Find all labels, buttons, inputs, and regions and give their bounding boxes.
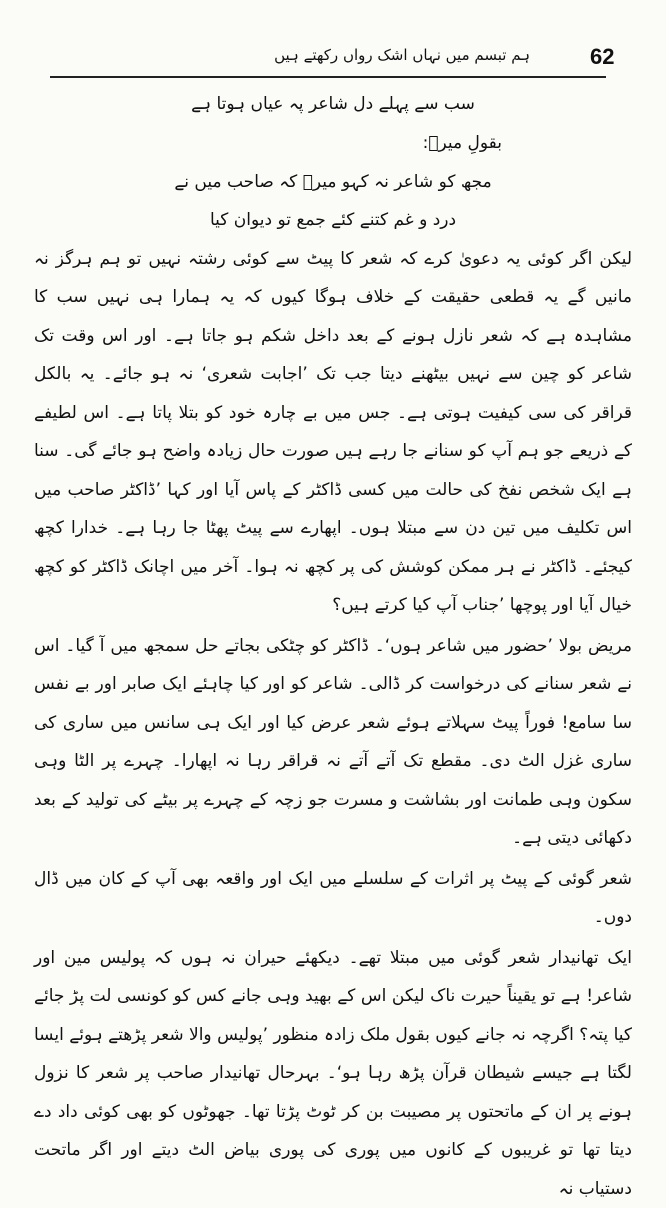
- couplet-line-2: درد و غم کتنے کئے جمع تو دیوان کیا: [34, 201, 632, 240]
- page-number: 62: [590, 44, 614, 70]
- paragraph-3: شعر گوئی کے پیٹ پر اثرات کے سلسلے میں ایک اور واقعہ بھی آپ کے کان میں ڈال دوں۔: [34, 860, 632, 937]
- page-body: [34, 84, 632, 1208]
- paragraph-1: لیکن اگر کوئی یہ دعویٰ کرے کہ شعر کا پیٹ سے کوئی رشتہ نہیں تو ہم ہرگز نہ مانیں گے یہ قطعی حقیقت کے خلاف ہوگا کیوں کہ یہ ہمارا ہی نہیں سب کا مشاہدہ ہے کہ شعر نازل ہونے کے بعد داخل شکم ہو جاتا ہے۔ اور اس وقت تک شاعر کو چین سے نہیں بیٹھنے دیتا جب تک ’اجابت شعری‘ نہ ہو جائے۔ یہ بالکل قراقر کی سی کیفیت ہوتی ہے۔ جس میں بے چارہ خود کو بتلا پاتا ہے۔ اس لطیفے کے ذریعے جو ہم آپ کو سنانے جا رہے ہیں صورت حال زیادہ واضح ہو جائے گی۔ سنا ہے ایک شخص نفخ کی حالت میں کسی ڈاکٹر کے پاس آیا اور کہا ’ڈاکٹر صاحب میں اس تکلیف میں تین دن سے مبتلا ہوں۔ اپھارے سے پیٹ پھٹا جا رہا ہے۔ خدارا کچھ کیجئے۔ ڈاکٹر نے ہر ممکن کوشش کی پر کچھ نہ ہوا۔ آخر میں اچانک ڈاکٹر کو کچھ خیال آیا اور پوچھا ’جناب آپ کیا کرتے ہیں؟: [34, 240, 632, 625]
- verse-intro: سب سے پہلے دل شاعر پہ عیاں ہوتا ہے: [34, 84, 632, 124]
- paragraph-2: مریض بولا ’حضور میں شاعر ہوں‘۔ ڈاکٹر کو چٹکی بجاتے حل سمجھ میں آ گیا۔ اس نے شعر سنانے کی درخواست کر ڈالی۔ شاعر کو اور کیا چاہئے ایک صابر اور بے نفس سا سامع! فوراً پیٹ سہلاتے ہوئے شعر عرض کیا اور ایک ہی سانس میں ساری کی ساری غزل الٹ دی۔ مقطع تک آتے آتے نہ قراقر رہا نہ اپھارا۔ چہرے پر الٹا وہی سکون وہی طمانت اور بشاشت و مسرت جو زچہ کے چہرے پر بیٹے کی تولید کے بعد دکھائی دیتی ہے۔: [34, 627, 632, 858]
- header-rule: [50, 76, 606, 78]
- running-header: ہم تبسم میں نہاں اشک رواں رکھتے ہیں: [60, 46, 530, 64]
- paragraph-4: ایک تھانیدار شعر گوئی میں مبتلا تھے۔ دیکھئے حیران نہ ہوں کہ پولیس مین اور شاعر! ہے تو یقیناً حیرت ناک لیکن اس کے بھید وہی جانے کس کو کونسی لت پڑ جائے کیا پتہ؟ اگرچہ نہ جانے کیوں بقول ملک زادہ منظور ’پولیس والا شعر پڑھتے ہوئے ایسا لگتا ہے جیسے شیطان قرآن پڑھ رہا ہو‘۔ بہرحال تھانیدار صاحب پر شعر کا نزول ہونے پر ان کے ماتحتوں پر مصیبت بن کر ٹوٹ پڑتا تھا۔ جھوٹوں کو بھی کوئی داد دے دیتا تھا تو غریبوں کے کانوں میں پوری کی پوری بیاض الٹ دیتے اور اگر ماتحت دستیاب نہ: [34, 939, 632, 1208]
- couplet-line-1: مجھ کو شاعر نہ کہو میرؔ کہ صاحب میں نے: [34, 163, 632, 202]
- attribution: بقولِ میرؔ:: [34, 124, 632, 163]
